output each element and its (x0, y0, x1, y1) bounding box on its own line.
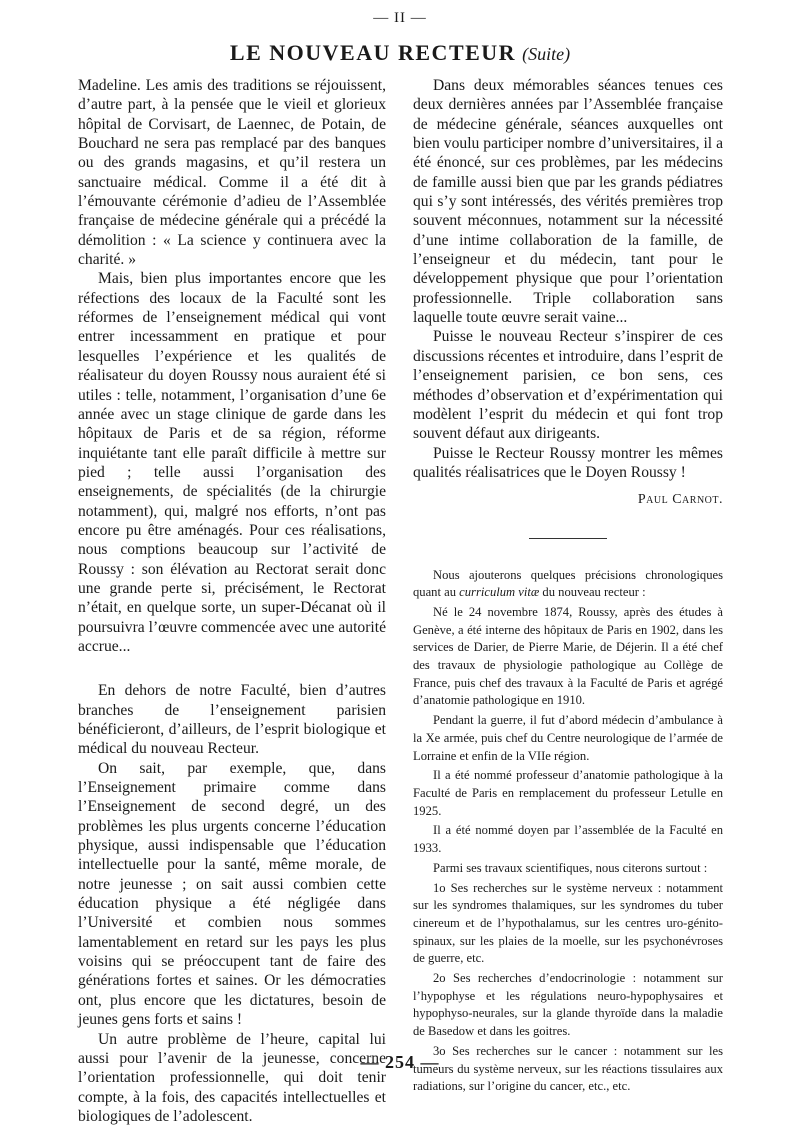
note-intro: Nous ajouterons quelques précisions chronologiques quant au curriculum vitæ du nouveau recteur : (413, 567, 723, 600)
left-column (78, 76, 386, 1126)
paragraph: Mais, bien plus importantes encore que les réfections des locaux de la Faculté sont les réformes de l’enseignement médical qui vont entrer incessamment en pratique et pour lesquelles l’expérience et les qualités de réalisateur du doyen Roussy nous auraient été si utiles : telle, notamment, l’organisation d’une 6e année avec un stage clinique de garde dans les hôpitaux de Paris et de sa région, réforme inquiétante tant elle paraît difficile à mettre sur pied ; telle aussi l’organisation des enseignements, de spécialités (de la chirurgie notamment), qui, malgré nos efforts, n’ont pas encore pu être aménagés. Pour ces réalisations, nous comptions beaucoup sur l’activité de Roussy : son élévation au Rectorat serait donc une grande perte si, précisément, le Rectorat n’était, en quelque sorte, un super-Décanat où il poursuivra l’œuvre commencée avec une autorité accrue... (78, 270, 386, 655)
right-column (413, 76, 723, 1098)
page-number: — 254 — (360, 1052, 440, 1072)
note-italic: curriculum vitæ (459, 585, 540, 600)
paragraph: Puisse le Recteur Roussy montrer les mêmes qualités réalisatrices que le Doyen Roussy ! (413, 444, 723, 481)
paragraph: Madeline. Les amis des traditions se réjouissent, d’autre part, à la pensée que le vieil et glorieux hôpital de Corvisart, de Laennec, de Potain, de Bouchard ne sera pas remplacé par des banques ou des grands magasins, et qu’il restera un sanctuaire médical. Comme il a été dit à l’émouvante cérémonie d’adieu de l’Assemblée française de médecine générale qui a précédé la démolition : « La science y continuera avec la charité. » (78, 77, 386, 269)
note-paragraph: Pendant la guerre, il fut d’abord médecin d’ambulance à la Xe armée, puis chef du Centre neurologique de l’armée de Lorraine et enfin de la VIIe région. (413, 713, 723, 763)
note-paragraph: 3o Ses recherches sur le cancer : notamment sur les tumeurs du système nerveux, sur les réactions tissulaires aux radiations, sur l’origine du cancer, etc., etc. (413, 1043, 723, 1094)
biographical-note (413, 567, 723, 1096)
paragraph: En dehors de notre Faculté, bien d’autres branches de l’enseignement parisien bénéficieront, d’ailleurs, de l’esprit biologique et médical du nouveau Recteur. (78, 682, 386, 758)
note-paragraph: Il a été nommé professeur d’anatomie pathologique à la Faculté de Paris en remplacement du professeur Letulle en 1925. (413, 768, 723, 818)
article-title: LE NOUVEAU RECTEUR (229, 40, 517, 65)
note-paragraph: 1o Ses recherches sur le système nerveux : notamment sur les syndromes thalamiques, sur les syndromes du tuber cinereum et de l’hypothalamus, sur les centres uro-génito-spinaux, sur les plaies de la moelle, sur les psychonévroses de guerre, etc. (413, 880, 723, 966)
paragraph: Dans deux mémorables séances tenues ces deux dernières années par l’Assemblée française de médecine générale, séances auxquelles ont bien voulu participer nombre d’universitaires, il a été énoncé, sur ces problèmes, par les médecins de famille aussi bien que par les grands pédiatres qui s’y sont intéressés, des vérités premières trop souvent méconnues, notamment sur la nécessité d’une intime collaboration de la famille, de l’enseigneur et du médecin, tant pour le développement physique que pour l’orientation professionnelle. Triple collaboration sans laquelle toute œuvre serait vaine... (413, 77, 723, 327)
headline (0, 40, 800, 66)
author-signature: Paul Carnot. (637, 492, 723, 508)
paragraph: Un autre problème de l’heure, capital lui aussi pour l’avenir de la jeunesse, concerne l’orientation professionnelle, qui doit tenir compte, à la fois, des capacités intellectuelles et biologiques de l’adolescent. (78, 1030, 386, 1125)
folio: — II — (373, 10, 427, 26)
note-paragraph: Parmi ses travaux scientifiques, nous citerons surtout : (433, 860, 708, 875)
note-paragraph: Né le 24 novembre 1874, Roussy, après des études à Genève, a été interne des hôpitaux de Paris en 1902, dans les services de Darier, de Pierre Marie, de Déjerin. Il a été chef des travaux de physiologie pathologique au Collège de France, puis chef des travaux à la Faculté de Paris et agrégé d’anatomie pathologique en 1910. (413, 604, 723, 708)
note-paragraph: 2o Ses recherches d’endocrinologie : notamment sur l’hypophyse et les régulations neuro-hypophysaires et hypophyso-neurales, sur la glande thyroïde dans la maladie de Basedow et dans les goitres. (413, 971, 723, 1039)
title-suite: (Suite) (522, 44, 571, 64)
note-paragraph: Il a été nommé doyen par l’assemblée de la Faculté en 1933. (413, 823, 723, 856)
separator-rule (529, 538, 607, 539)
paragraph: Puisse le nouveau Recteur s’inspirer de ces discussions récentes et introduire, dans l’esprit de l’enseignement parisien, ce bon sens, ces méthodes d’observation et d’expérimentation qui modèlent l’esprit du médecin et qui font trop souvent défaut aux dirigeants. (413, 328, 723, 443)
paragraph: On sait, par exemple, que, dans l’Enseignement primaire comme dans l’Enseignement de second degré, un des problèmes les plus urgents concerne l’éducation physique, aussi indispensable que l’éducation intellectuelle pour la santé, même morale, de notre jeunesse ; on sait aussi combien cette éducation physique a été négligée dans l’Université et combien nous sommes lamentablement en retard sur les pays les plus voisins qui se préoccupent tant de faire des générations fortes et saines. Or les démocraties ont, plus encore que les dictatures, besoin de jeunes gens forts et sains ! (78, 759, 386, 1029)
